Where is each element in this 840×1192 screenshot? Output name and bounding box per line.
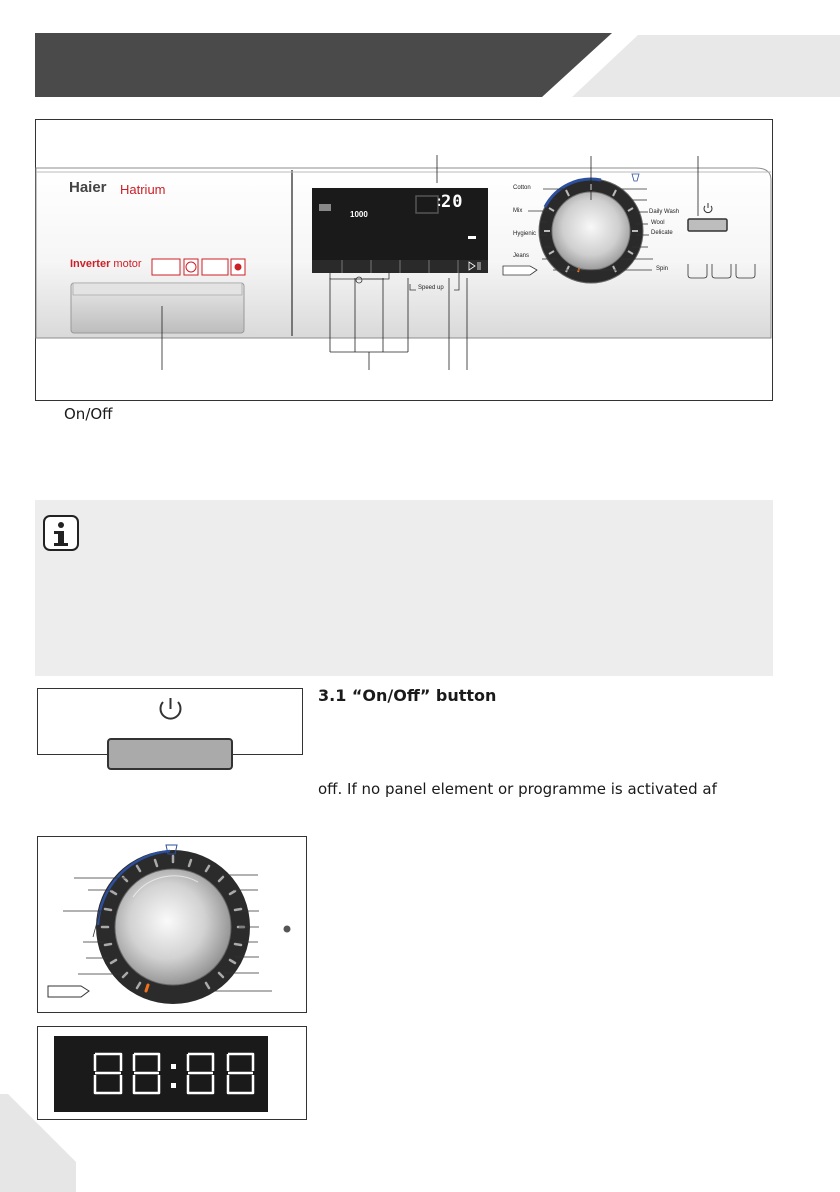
programme-wool: Wool [651, 220, 665, 226]
info-icon [43, 515, 79, 551]
brand-logo: Haier [69, 179, 107, 196]
programme-daily-wash: Daily Wash [649, 209, 680, 215]
programme-jeans: Jeans [513, 253, 530, 259]
dial-spin-pointer [48, 986, 89, 997]
spin-pointer [503, 266, 537, 275]
section-text-line: off. If no panel element or programme is activated af [318, 780, 717, 798]
section-heading: 3.1 “On/Off” button [318, 686, 497, 705]
figure-power-key[interactable] [108, 739, 232, 769]
dial-knob[interactable] [115, 869, 231, 985]
dial-wool-dot [284, 926, 291, 933]
figure-power-icon [161, 698, 181, 719]
inverter-word: Inverter [70, 258, 111, 270]
year-warranty-badge [152, 259, 180, 275]
legend-item-on-off: On/Off [64, 405, 113, 423]
display-colon: : [435, 194, 444, 210]
motor-word: motor [113, 258, 142, 270]
inverter-motor-logo [70, 258, 142, 270]
display-time: 20 [441, 192, 464, 212]
control-panel-illustration [35, 119, 773, 401]
figure-lcd-display [37, 1026, 307, 1120]
power-button[interactable] [688, 219, 727, 231]
anti-allergy-badge [202, 259, 228, 275]
programme-cotton: Cotton [513, 185, 531, 191]
info-note-box [35, 500, 773, 676]
page-header [0, 0, 840, 110]
header-light-band [572, 35, 840, 97]
sub-brand-logo: Hatrium [120, 182, 166, 197]
programme-dial[interactable] [552, 192, 630, 270]
display-value: 1000 [350, 210, 368, 219]
programme-delicate: Delicate [651, 230, 673, 236]
speed-up-label: Speed up [418, 285, 444, 291]
figure-programme-dial [37, 836, 307, 1013]
dial-orange-led [146, 985, 148, 991]
programme-hygienic: Hygienic [513, 231, 537, 237]
programme-mix: Mix [513, 208, 523, 214]
programme-spin: Spin [656, 266, 669, 272]
header-dark-band [35, 33, 612, 97]
figure-power-button [37, 688, 303, 755]
